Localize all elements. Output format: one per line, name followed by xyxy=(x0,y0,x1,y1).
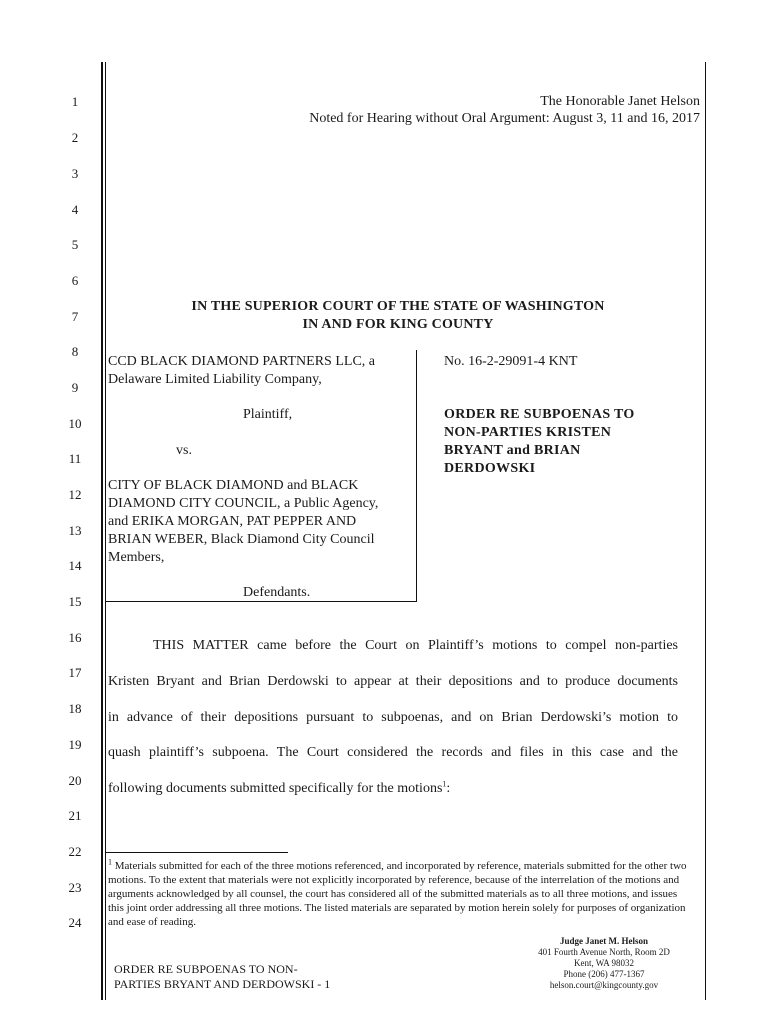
footnote-mark: 1 xyxy=(108,857,112,867)
order-title-line: ORDER RE SUBPOENAS TO xyxy=(444,407,635,422)
line-number: 10 xyxy=(68,416,82,431)
line-number: 18 xyxy=(68,701,82,716)
line-number: 15 xyxy=(68,594,82,609)
body-line: quash plaintiff’s subpoena. The Court considered the records and files in this case and the xyxy=(108,745,678,760)
order-title-line: BRYANT and BRIAN xyxy=(444,443,581,458)
left-margin-rule-outer xyxy=(101,62,103,1000)
body-last-text: following documents submitted specifically for the motions xyxy=(108,781,443,796)
line-number: 23 xyxy=(68,880,82,895)
line-number: 2 xyxy=(71,130,79,145)
line-number: 19 xyxy=(68,737,82,752)
case-number: No. 16-2-29091-4 KNT xyxy=(444,354,578,369)
line-number: 12 xyxy=(68,487,82,502)
judge-phone: Phone (206) 477-1367 xyxy=(563,969,645,979)
body-last-punct: : xyxy=(446,781,451,796)
judge-header-line: The Honorable Janet Helson xyxy=(540,94,700,109)
line-number: 24 xyxy=(68,915,82,930)
judge-address-block xyxy=(524,936,684,991)
line-number: 5 xyxy=(71,237,79,252)
left-margin-rule-inner xyxy=(105,62,107,1000)
footnote-separator xyxy=(106,852,288,853)
footnote-reference: 1 xyxy=(442,779,447,789)
line-number: 7 xyxy=(71,309,79,324)
defendant-name-line: BRIAN WEBER, Black Diamond City Council xyxy=(108,532,375,547)
judge-name: Judge Janet M. Helson xyxy=(559,936,648,946)
line-number: 1 xyxy=(71,94,79,109)
court-title-line1: IN THE SUPERIOR COURT OF THE STATE OF WASHINGTON xyxy=(191,299,605,314)
court-title-line2: IN AND FOR KING COUNTY xyxy=(302,317,494,332)
line-number: 9 xyxy=(71,380,79,395)
order-title-line: DERDOWSKI xyxy=(444,461,536,476)
order-title-line: NON-PARTIES KRISTEN xyxy=(444,425,612,440)
judge-address-line2: Kent, WA 98032 xyxy=(573,958,635,968)
plaintiff-name-line1: CCD BLACK DIAMOND PARTNERS LLC, a xyxy=(108,354,375,369)
line-number: 17 xyxy=(68,665,82,680)
defendant-name-line: and ERIKA MORGAN, PAT PEPPER AND xyxy=(108,514,357,529)
body-line: THIS MATTER came before the Court on Plaintiff’s motions to compel non-parties xyxy=(153,638,678,653)
footer-title-line1: ORDER RE SUBPOENAS TO NON- xyxy=(114,962,298,976)
line-number: 8 xyxy=(71,344,79,359)
line-number: 13 xyxy=(68,523,82,538)
defendant-name-line: DIAMOND CITY COUNCIL, a Public Agency, xyxy=(108,496,379,511)
versus: vs. xyxy=(176,443,192,458)
footnote-text: Materials submitted for each of the three motions referenced, and incorporated by reference, materials submitted for the other two motions. To the extent that materials were not explicitly incorporated by reference, because of the interrelation of the motions and arguments acknowledged by all counsel, the court has considered all of the submitted materials as to all three motions, and issues this joint order addressing all three motions. The listed materials are separated by motion herein solely for purposes of organization and ease of reading. xyxy=(108,860,687,928)
line-number: 21 xyxy=(68,808,82,823)
line-number: 20 xyxy=(68,773,82,788)
hearing-note-line: Noted for Hearing without Oral Argument: August 3, 11 and 16, 2017 xyxy=(309,111,700,126)
footnote xyxy=(108,859,692,929)
body-line: Kristen Bryant and Brian Derdowski to appear at their depositions and to produce documents xyxy=(108,674,678,689)
line-number: 16 xyxy=(68,630,82,645)
line-number: 11 xyxy=(68,451,82,466)
body-last-line xyxy=(108,781,450,797)
plaintiff-name-line2: Delaware Limited Liability Company, xyxy=(108,372,322,387)
body-line: in advance of their depositions pursuant to subpoenas, and on Brian Derdowski’s motion to xyxy=(108,710,678,725)
defendant-name-line: Members, xyxy=(108,550,165,565)
line-number: 6 xyxy=(71,273,79,288)
line-number: 4 xyxy=(71,202,79,217)
line-number: 3 xyxy=(71,166,79,181)
line-number: 14 xyxy=(68,558,82,573)
footer-title-line2: PARTIES BRYANT AND DERDOWSKI - 1 xyxy=(114,977,331,991)
line-number: 22 xyxy=(68,844,82,859)
defendant-role: Defendants. xyxy=(243,585,311,600)
caption-vertical-rule xyxy=(416,350,417,602)
defendant-name-line: CITY OF BLACK DIAMOND and BLACK xyxy=(108,478,359,493)
judge-email: helson.court@kingcounty.gov xyxy=(549,980,659,990)
plaintiff-role: Plaintiff, xyxy=(243,407,293,422)
judge-address-line1: 401 Fourth Avenue North, Room 2D xyxy=(538,947,670,957)
right-margin-rule xyxy=(705,62,706,1000)
